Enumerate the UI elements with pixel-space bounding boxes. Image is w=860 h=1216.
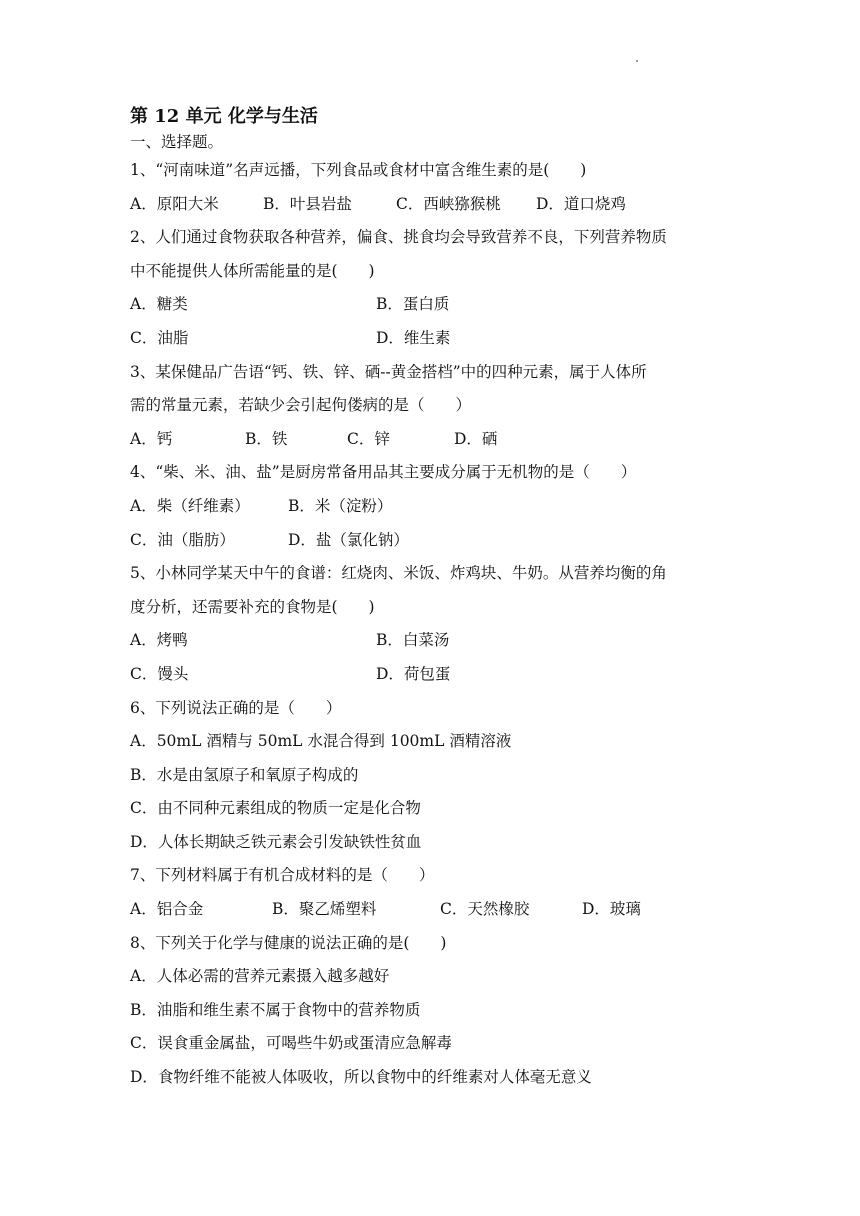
question-4-options-row-2 <box>130 524 750 558</box>
question-1-option-c: C．西峡猕猴桃 <box>396 194 501 213</box>
question-4-stem: 4、“柴、米、油、盐”是厨房常备用品其主要成分属于无机物的是（ ） <box>130 463 637 482</box>
question-8-option-b: B．油脂和维生素不属于食物中的营养物质 <box>130 1000 421 1019</box>
question-7-option-c: C．天然橡胶 <box>440 900 530 919</box>
question-3-option-c: C．锌 <box>347 429 390 448</box>
question-7-options <box>130 893 750 927</box>
question-3-options <box>130 423 750 457</box>
question-4-option-a: A．柴（纤维素） <box>130 496 250 515</box>
page-dot-mark <box>636 60 638 62</box>
question-5-options-row-2 <box>130 658 750 692</box>
question-6-option-c: C．由不同种元素组成的物质一定是化合物 <box>130 799 421 818</box>
question-5-option-c: C．馒头 <box>130 664 189 683</box>
question-6-option-a: A．50mL 酒精与 50mL 水混合得到 100mL 酒精溶液 <box>130 732 512 751</box>
section-heading: 一、选择题。 <box>130 133 224 151</box>
question-8-option-c: C．误食重金属盐，可喝些牛奶或蛋清应急解毒 <box>130 1034 452 1053</box>
question-2-option-a: A．糖类 <box>130 295 188 314</box>
question-2-options-row-1 <box>130 288 750 322</box>
question-4-option-d: D．盐（氯化钠） <box>288 530 409 549</box>
question-8-stem: 8、下列关于化学与健康的说法正确的是( ) <box>130 933 447 952</box>
question-3-option-d: D．硒 <box>454 429 498 448</box>
question-8-option-d: D．食物纤维不能被人体吸收，所以食物中的纤维素对人体毫无意义 <box>130 1068 592 1087</box>
question-1-option-b: B．叶县岩盐 <box>263 194 352 213</box>
question-3-option-b: B．铁 <box>245 429 288 448</box>
question-5-options-row-1 <box>130 624 750 658</box>
question-2-option-b: B．蛋白质 <box>376 295 450 314</box>
question-7-stem: 7、下列材料属于有机合成材料的是（ ） <box>130 866 435 885</box>
question-2-stem-line-2: 中不能提供人体所需能量的是( ) <box>130 261 375 280</box>
question-5-option-a: A．烤鸭 <box>130 631 188 650</box>
question-7-option-a: A．铝合金 <box>130 900 204 919</box>
question-1-stem: 1、“河南味道”名声远播，下列食品或食材中富含维生素的是( ) <box>130 161 587 179</box>
question-4-option-c: C．油（脂肪） <box>130 530 235 549</box>
question-3-stem-line-1: 3、某保健品广告语“钙、铁、锌、硒--黄金搭档”中的四种元素，属于人体所 <box>130 362 647 381</box>
question-3-stem-line-2: 需的常量元素，若缺少会引起佝偻病的是（ ） <box>130 396 472 415</box>
question-6-option-b: B．水是由氢原子和氧原子构成的 <box>130 765 359 784</box>
question-6-option-d: D．人体长期缺乏铁元素会引发缺铁性贫血 <box>130 832 422 851</box>
question-7-option-d: D．玻璃 <box>582 900 641 919</box>
question-1-options <box>130 188 750 222</box>
question-5-stem-line-2: 度分析，还需要补充的食物是( ) <box>130 597 375 616</box>
unit-title: 第 12 单元 化学与生活 <box>130 106 318 127</box>
question-5-stem-line-1: 5、小林同学某天中午的食谱：红烧肉、米饭、炸鸡块、牛奶。从营养均衡的角 <box>130 564 667 583</box>
document-page <box>130 104 750 1095</box>
question-2-options-row-2 <box>130 322 750 356</box>
question-2-stem-line-1: 2、人们通过食物获取各种营养，偏食、挑食均会导致营养不良，下列营养物质 <box>130 228 667 247</box>
question-2-option-c: C．油脂 <box>130 328 189 347</box>
question-1-option-a: A．原阳大米 <box>130 194 219 213</box>
question-4-options-row-1 <box>130 490 750 524</box>
question-6-stem: 6、下列说法正确的是（ ） <box>130 698 342 717</box>
question-3-option-a: A．钙 <box>130 429 173 448</box>
question-2-option-d: D．维生素 <box>376 328 451 347</box>
question-8-option-a: A．人体必需的营养元素摄入越多越好 <box>130 967 390 986</box>
question-1-option-d: D．道口烧鸡 <box>536 194 626 213</box>
question-7-option-b: B．聚乙烯塑料 <box>272 900 377 919</box>
question-5-option-b: B．白菜汤 <box>376 631 450 650</box>
question-5-option-d: D．荷包蛋 <box>376 664 451 683</box>
question-4-option-b: B．米（淀粉） <box>288 496 393 515</box>
